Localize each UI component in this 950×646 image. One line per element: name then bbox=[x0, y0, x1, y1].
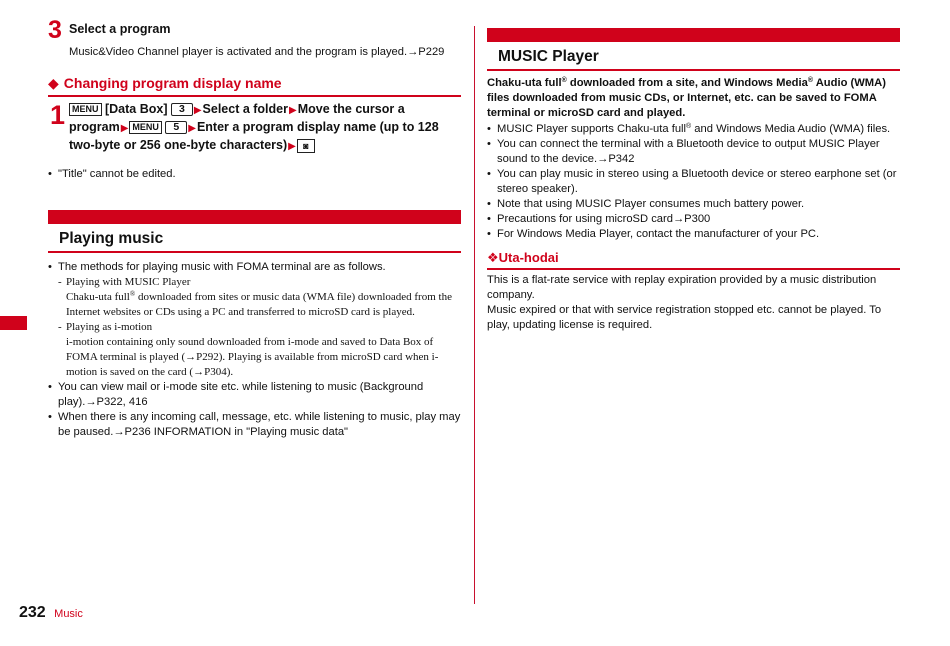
section-title: Playing music bbox=[48, 224, 461, 253]
right-column bbox=[487, 18, 900, 333]
arrow-right-icon: ▶ bbox=[188, 123, 196, 134]
note-bullet: • "Title" cannot be edited. bbox=[48, 167, 461, 182]
list-item: • You can view mail or i-mode site etc. while listening to music (Background play).→P322, 416 bbox=[48, 380, 461, 410]
sub-item-title: - Playing as i-motion bbox=[58, 321, 153, 333]
page-footer bbox=[19, 604, 83, 622]
intro-text: Chaku-uta full bbox=[487, 77, 562, 89]
list-item-text: and Windows Media Audio (WMA) files. bbox=[691, 123, 891, 135]
step-number: 1 bbox=[50, 100, 66, 130]
step-1 bbox=[48, 101, 461, 155]
subsection-heading: ❖Uta-hodai bbox=[487, 249, 900, 270]
subsection-heading-text: Changing program display name bbox=[63, 75, 282, 91]
section-title: MUSIC Player bbox=[487, 42, 900, 71]
key-5: 5 bbox=[165, 121, 187, 134]
registered-mark: ® bbox=[807, 77, 814, 84]
menu-key-icon: MENU bbox=[69, 103, 102, 116]
instruction-text: Enter a program display name (up to 128 two-byte or 256 one-byte characters) bbox=[69, 120, 439, 152]
arrow-right-icon: ▶ bbox=[288, 141, 296, 152]
step-number: 3 bbox=[48, 16, 62, 44]
step-title: Select a program bbox=[69, 22, 171, 36]
list-item-text: MUSIC Player supports Chaku-uta full bbox=[497, 123, 687, 135]
list-item: • You can play music in stereo using a Bluetooth device or stereo earphone set (or stereo speaker). bbox=[487, 167, 900, 197]
intro-text: downloaded from a site, and Windows Media bbox=[566, 77, 808, 89]
list-item bbox=[487, 122, 900, 137]
instruction-text: Select a folder bbox=[202, 102, 288, 116]
bullet-list bbox=[487, 122, 900, 242]
left-column bbox=[48, 18, 461, 440]
sub-item-body-text: Chaku-uta full bbox=[66, 291, 130, 303]
sub-item-title-text: Playing with MUSIC Player bbox=[66, 276, 191, 288]
column-divider bbox=[474, 26, 475, 604]
sub-item-body bbox=[48, 290, 461, 320]
spacer bbox=[487, 18, 900, 28]
instruction-text: Move the cursor a program bbox=[69, 102, 405, 134]
sub-item-title-text: Playing as i-motion bbox=[66, 321, 153, 333]
section-playing-music bbox=[48, 210, 461, 440]
section-bar bbox=[487, 28, 900, 42]
diamond-icon: ◆ bbox=[48, 75, 59, 91]
instruction-text: [Data Box] bbox=[104, 102, 168, 116]
section-bar bbox=[48, 210, 461, 224]
list-item: • Note that using MUSIC Player consumes much battery power. bbox=[487, 197, 900, 212]
sub-item-title: - Playing with MUSIC Player bbox=[58, 276, 191, 288]
registered-mark: ® bbox=[129, 290, 136, 298]
registered-mark: ® bbox=[686, 123, 692, 130]
step-3 bbox=[48, 18, 461, 62]
subsection-heading bbox=[48, 74, 461, 97]
paragraph: Music expired or that with service registration stopped etc. cannot be played. To play, updating license is required. bbox=[487, 304, 882, 331]
chapter-tab bbox=[0, 316, 27, 330]
intro-paragraph bbox=[487, 76, 900, 121]
sub-item-body: i-motion containing only sound downloaded from i-mode and saved to Data Box of FOMA terminal is played (→P292). Playing is available from microSD card when i-motion is saved on the card (→P304). bbox=[66, 336, 439, 378]
step-description: Music&Video Channel player is activated and the program is played.→P229 bbox=[69, 46, 445, 58]
chapter-label: Music bbox=[54, 608, 83, 620]
registered-mark: ® bbox=[561, 77, 567, 84]
list-item: • When there is any incoming call, message, etc. while listening to music, play may be paused.→P236 INFORMATION in "Playing music data" bbox=[48, 410, 461, 440]
arrow-right-icon: ▶ bbox=[288, 105, 297, 116]
page-number: 232 bbox=[19, 604, 46, 621]
menu-key-icon: MENU bbox=[129, 121, 162, 134]
list-item: • Precautions for using microSD card→P300 bbox=[487, 212, 900, 227]
list-item: • For Windows Media Player, contact the manufacturer of your PC. bbox=[487, 227, 900, 242]
camera-key-icon: ◙ bbox=[297, 139, 315, 153]
list-item: • The methods for playing music with FOMA terminal are as follows. bbox=[48, 260, 461, 275]
bullet-list bbox=[48, 260, 461, 440]
step-instructions bbox=[69, 101, 461, 155]
paragraph: This is a flat-rate service with replay expiration provided by a music distribution company. bbox=[487, 274, 877, 301]
key-3: 3 bbox=[171, 103, 193, 116]
sub-item-body-text: downloaded from sites or music data (WMA file) downloaded from the Internet websites or CDs using a PC and transferred to microSD card is played. bbox=[66, 291, 452, 318]
list-item: • You can connect the terminal with a Bluetooth device to output MUSIC Player sound to the device.→P342 bbox=[487, 137, 900, 167]
intro-text: Audio (WMA) files downloaded from music CDs, or Internet, etc. can be saved to FOMA terminal or microSD card and played. bbox=[487, 77, 886, 119]
arrow-right-icon: ▶ bbox=[193, 105, 202, 116]
arrow-right-icon: ▶ bbox=[120, 123, 129, 134]
